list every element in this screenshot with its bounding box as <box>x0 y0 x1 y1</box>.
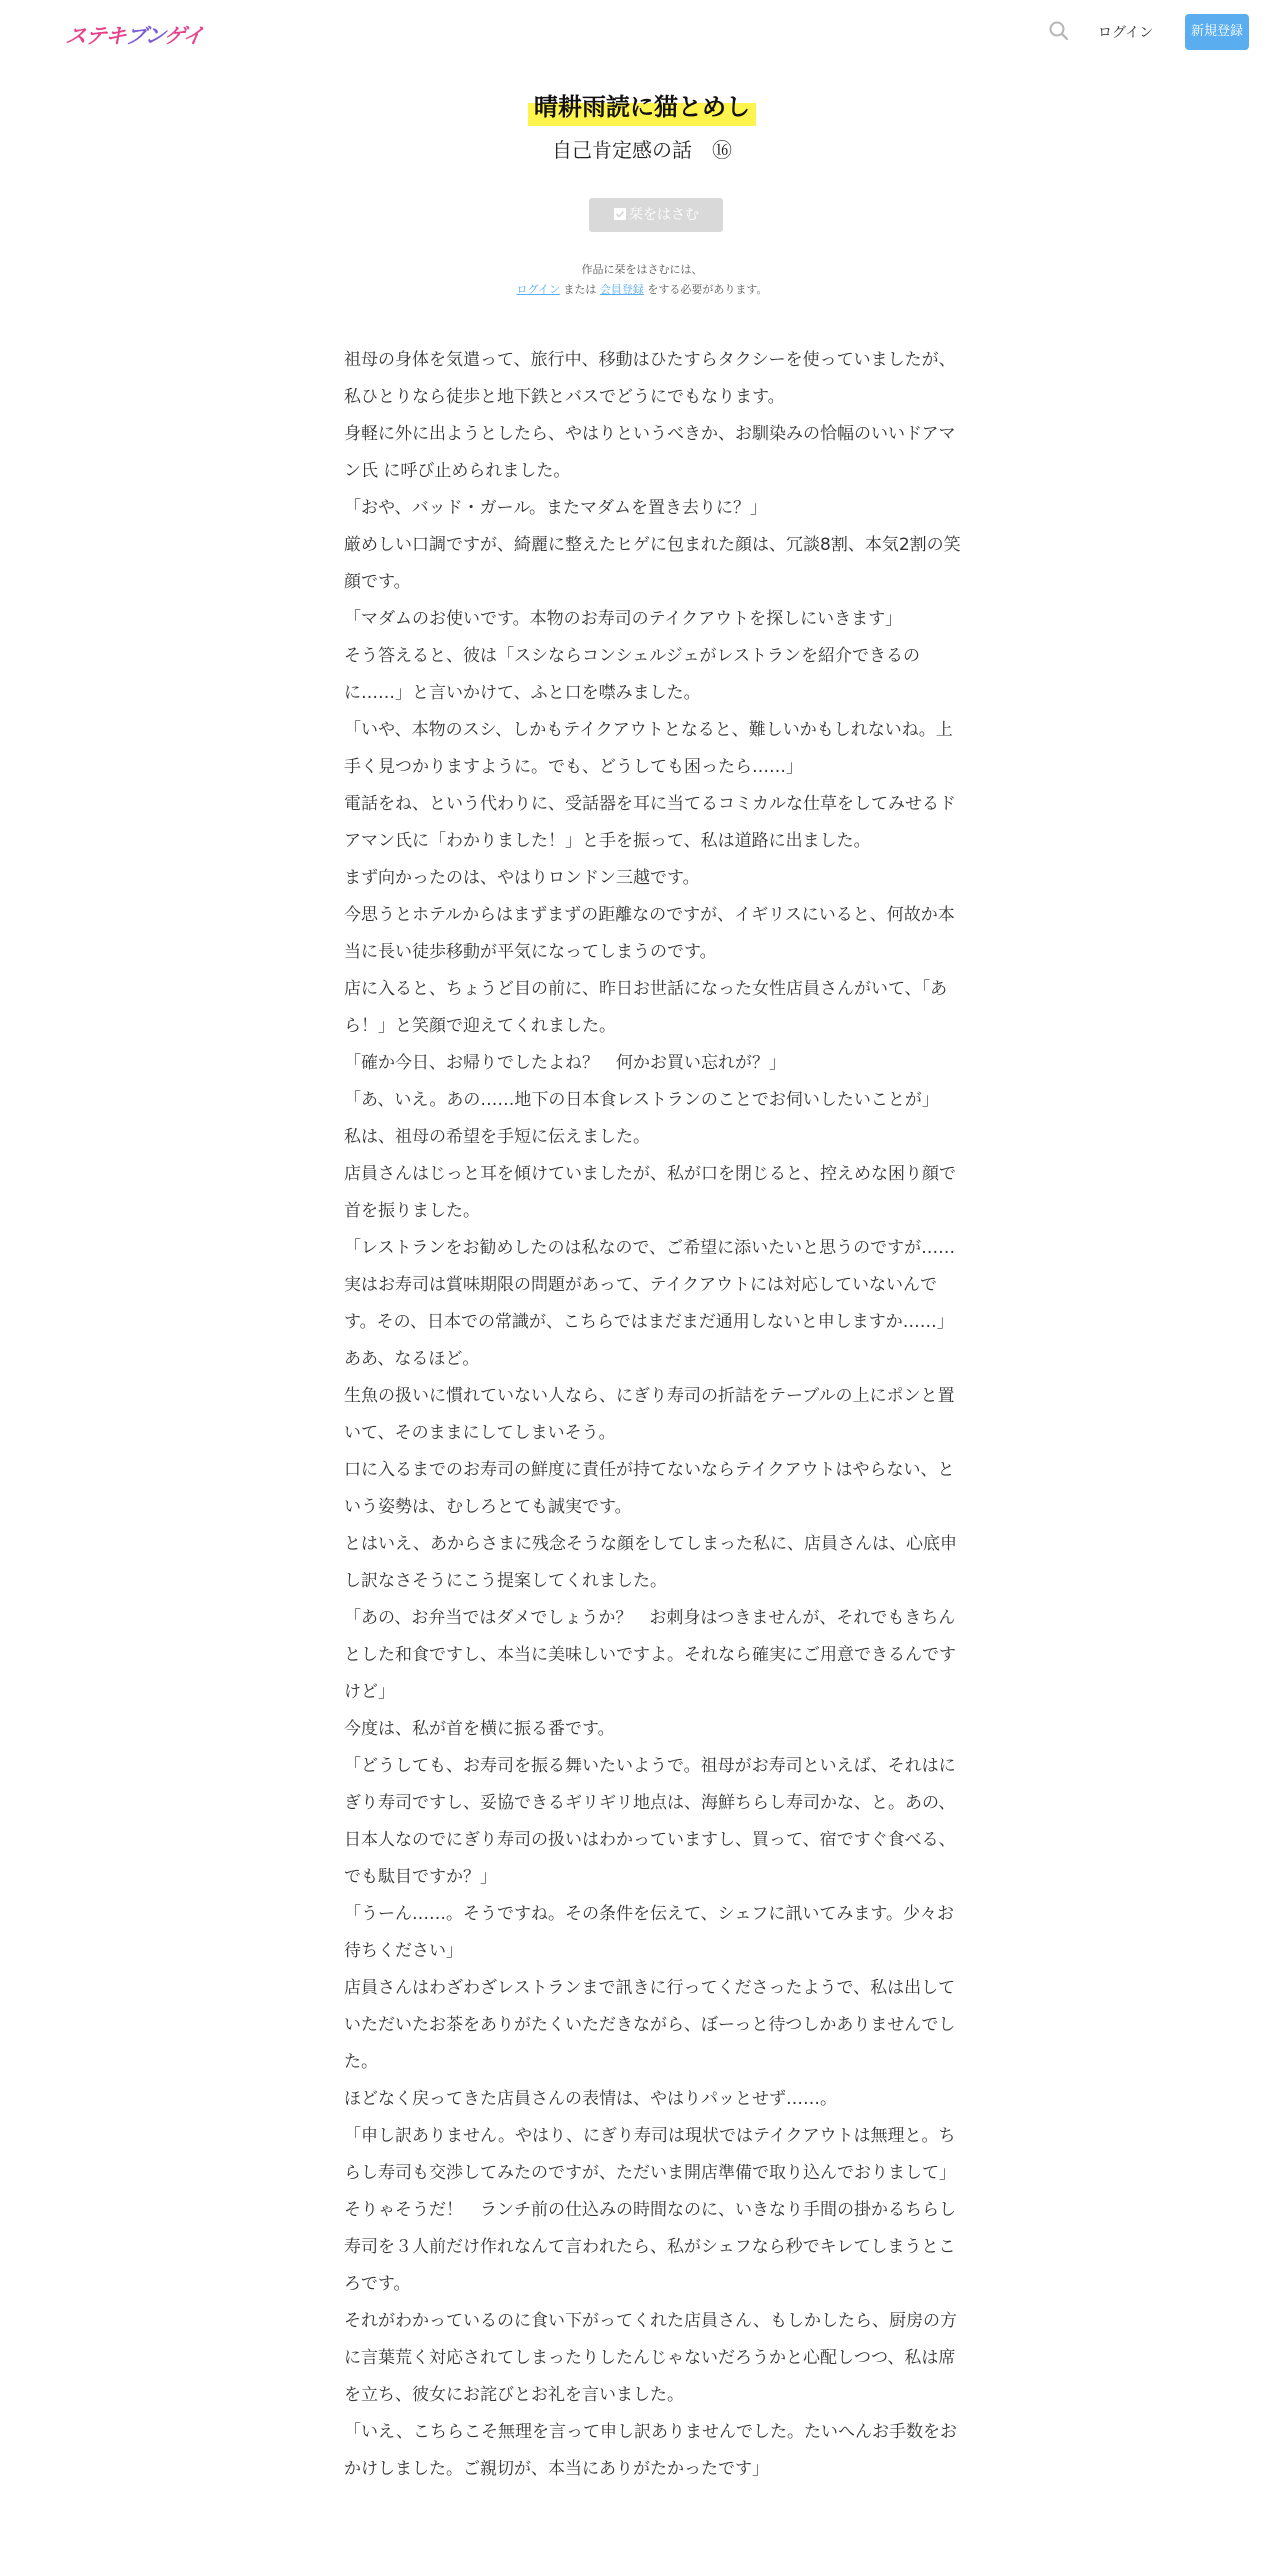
story-paragraph: 店員さんはわざわざレストランまで訊きに行ってくださったようで、私は出していただいたお茶をありがたくいただきながら、ぼーっと待つしかありませんでした。 <box>344 1978 956 2072</box>
logo-part-3: ゲイ <box>162 24 205 48</box>
story-paragraph: 店に入ると、ちょうど目の前に、昨日お世話になった女性店員さんがいて、「あら！」と笑顔で迎えてくれました。 <box>344 979 948 1036</box>
logo-part-2: ブン <box>123 24 166 48</box>
story-body <box>344 342 964 2488</box>
story-paragraph: 口に入るまでのお寿司の鮮度に責任が持てないならテイクアウトはやらない、という姿勢は、むしろとても誠実です。 <box>344 1460 955 1517</box>
login-link[interactable]: ログイン <box>1098 25 1154 41</box>
bookmark-icon <box>613 207 627 221</box>
story-paragraph: そりゃそうだ！ ランチ前の仕込みの時間なのに、いきなり手間の掛かるちらし寿司を３人前だけ作れなんて言われたら、私がシェフなら秒でキレてしまうところです。 <box>344 2200 956 2294</box>
story-paragraph: 厳めしい口調ですが、綺麗に整えたヒゲに包まれた顔は、冗談8割、本気2割の笑顔です。 <box>344 535 961 592</box>
story-paragraph: ほどなく戻ってきた店員さんの表情は、やはりパッとせず……。 <box>344 2089 837 2109</box>
story-paragraph: 今思うとホテルからはまずまずの距離なのですが、イギリスにいると、何故か本当に長い徒歩移動が平気になってしまうのです。 <box>344 905 955 962</box>
story-paragraph: 身軽に外に出ようとしたら、やはりというべきか、お馴染みの恰幅のいいドアマン氏 に呼び止められました。 <box>344 424 956 481</box>
story-paragraph: 今度は、私が首を横に振る番です。 <box>344 1719 615 1739</box>
story-paragraph: 「あの、お弁当ではダメでしょうか？ お刺身はつきませんが、それでもきちんとした和食ですし、本当に美味しいですよ。それなら確実にご用意できるんですけど」 <box>344 1608 956 1702</box>
story-paragraph: 祖母の身体を気遣って、旅行中、移動はひたすらタクシーを使っていましたが、私ひとりなら徒歩と地下鉄とバスでどうにでもなります。 <box>344 350 956 407</box>
story-paragraph: まず向かったのは、やはりロンドン三越です。 <box>344 868 700 888</box>
story-paragraph: 「あ、いえ。あの……地下の日本食レストランのことでお伺いしたいことが」 <box>344 1090 939 1110</box>
bookmark-label: 栞をはさむ <box>629 207 699 223</box>
story-paragraph: それがわかっているのに食い下がってくれた店員さん、もしかしたら、厨房の方に言葉荒く対応されてしまったりしたんじゃないだろうかと心配しつつ、私は席を立ち、彼女にお詫びとお礼を言いました。 <box>344 2311 958 2405</box>
bookmark-button[interactable] <box>589 198 723 232</box>
notice-line-1: 作品に栞をはさむには、 <box>581 263 703 276</box>
story-paragraph: 「うーん……。そうですね。その条件を伝えて、シェフに訊いてみます。少々お待ちください」 <box>344 1904 954 1961</box>
story-paragraph: 「いえ、こちらこそ無理を言って申し訳ありませんでした。たいへんお手数をおかけしました。ご親切が、本当にありがたかったです」 <box>344 2422 958 2479</box>
story-paragraph: 電話をね、という代わりに、受話器を耳に当てるコミカルな仕草をしてみせるドアマン氏に「わかりました！」と手を振って、私は道路に出ました。 <box>344 794 956 851</box>
logo-part-1: ステキ <box>64 24 128 48</box>
register-button[interactable]: 新規登録 <box>1185 14 1249 50</box>
story-paragraph: 店員さんはじっと耳を傾けていましたが、私が口を閉じると、控えめな困り顔で首を振りました。 <box>344 1164 956 1221</box>
search-icon <box>1046 18 1072 44</box>
story-paragraph: 「どうしても、お寿司を振る舞いたいようで。祖母がお寿司といえば、それはにぎり寿司ですし、妥協できるギリギリ地点は、海鮮ちらし寿司かな、と。あの、日本人なのでにぎり寿司の扱いはわかっていますし、買って、宿ですぐ食べる、でも駄目ですか？」 <box>344 1756 956 1887</box>
search-button[interactable] <box>1046 18 1072 44</box>
story-paragraph: 生魚の扱いに慣れていない人なら、にぎり寿司の折詰をテーブルの上にポンと置いて、そのままにしてしまいそう。 <box>344 1386 955 1443</box>
bookmark-notice <box>0 260 1284 300</box>
story-paragraph: ああ、なるほど。 <box>344 1349 480 1369</box>
story-paragraph: 「確か今日、お帰りでしたよね？ 何かお買い忘れが？」 <box>344 1053 786 1073</box>
site-header <box>0 0 1284 64</box>
story-paragraph: そう答えると、彼は「スシならコンシェルジェがレストランを紹介できるのに……」と言いかけて、ふと口を噤みました。 <box>344 646 920 703</box>
story-paragraph: 「申し訳ありません。やはり、にぎり寿司は現状ではテイクアウトは無理と。ちらし寿司も交渉してみたのですが、ただいま開店準備で取り込んでおりまして」 <box>344 2126 956 2183</box>
notice-register-link[interactable]: 会員登録 <box>599 283 644 296</box>
story-paragraph: 私は、祖母の希望を手短に伝えました。 <box>344 1127 650 1147</box>
notice-tail: をする必要があります。 <box>647 283 768 296</box>
story-paragraph: とはいえ、あからさまに残念そうな顔をしてしまった私に、店員さんは、心底申し訳なさそうにこう提案してくれました。 <box>344 1534 958 1591</box>
notice-line-2 <box>0 280 1284 300</box>
episode-title: 自己肯定感の話 ⑯ <box>552 138 732 162</box>
title-block <box>0 88 1284 126</box>
story-paragraph: 「おや、バッド・ガール。またマダムを置き去りに？」 <box>344 498 767 518</box>
story-paragraph: 「レストランをお勧めしたのは私なので、ご希望に添いたいと思うのですが……実はお寿司は賞味期限の問題があって、テイクアウトには対応していないんです。その、日本での常識が、こちらではまだまだ通用しないと申しますか……」 <box>344 1238 956 1332</box>
notice-or: または <box>563 283 597 296</box>
notice-login-link[interactable]: ログイン <box>516 283 560 296</box>
story-paragraph: 「マダムのお使いです。本物のお寿司のテイクアウトを探しにいきます」 <box>344 609 903 629</box>
site-logo[interactable] <box>64 20 205 50</box>
story-paragraph: 「いや、本物のスシ、しかもテイクアウトとなると、難しいかもしれないね。上手く見つかりますように。でも、どうしても困ったら……」 <box>344 720 953 777</box>
work-title[interactable]: 晴耕雨読に猫とめし <box>528 88 756 126</box>
